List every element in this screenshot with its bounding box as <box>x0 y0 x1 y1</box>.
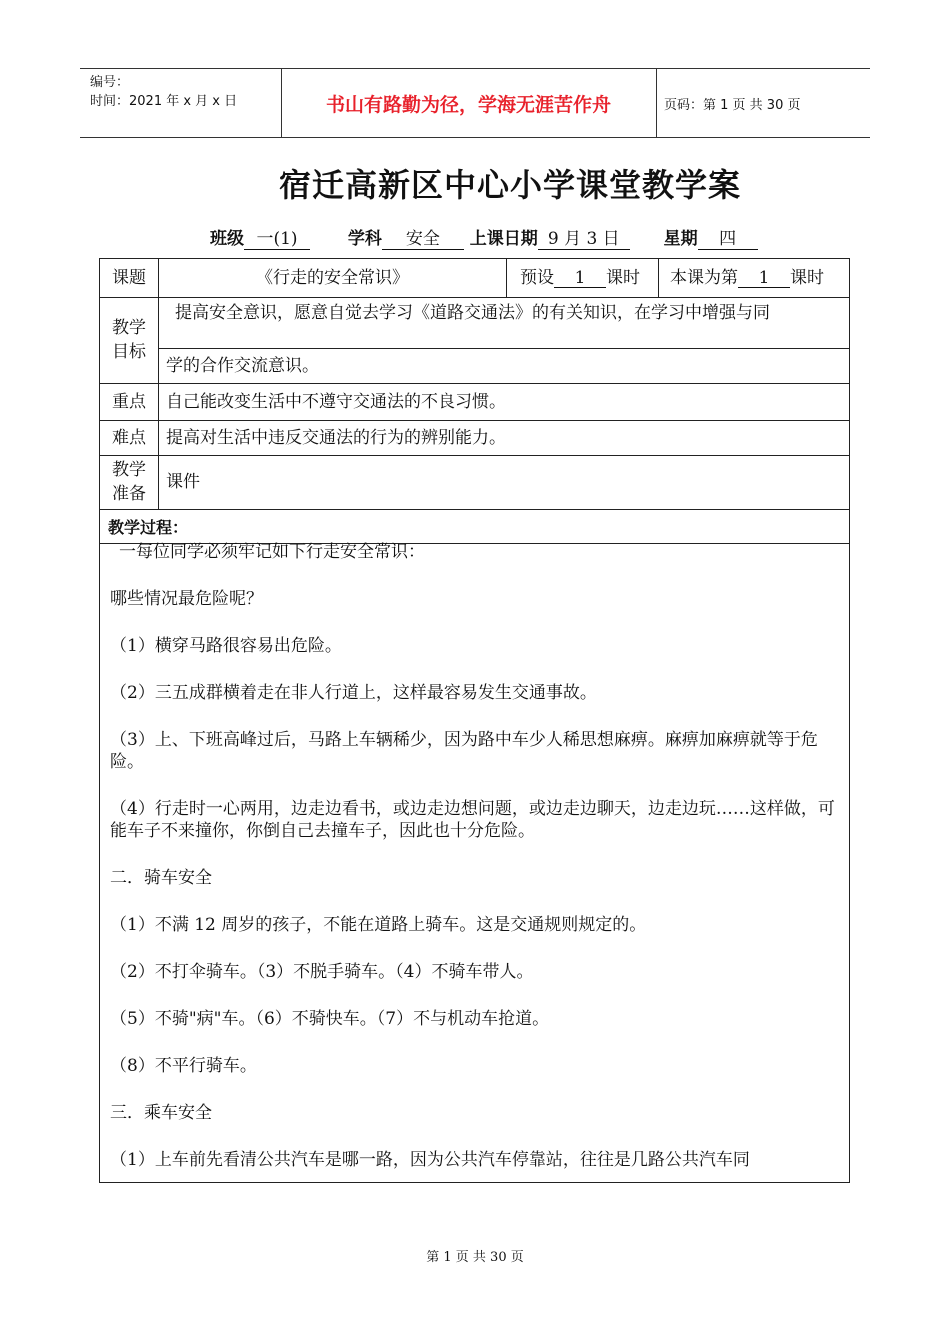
topic-value: 《行走的安全常识》 <box>256 268 409 288</box>
page-footer: 第 1 页 共 30 页 <box>426 1250 524 1265</box>
preset-unit: 课时 <box>606 268 640 288</box>
current-hour <box>670 267 824 289</box>
goal-label-line: 目标 <box>112 342 146 362</box>
row-divider <box>159 348 850 349</box>
current-text: 本课为第 <box>670 268 738 288</box>
class-value: 一(1) <box>244 229 310 250</box>
row-divider <box>100 455 850 456</box>
process-paragraph: （8）不平行骑车。 <box>110 1055 257 1076</box>
process-paragraph: （5）不骑"病"车。（6）不骑快车。（7）不与机动车抢道。 <box>110 1009 550 1030</box>
process-paragraph: 一每位同学必须牢记如下行走安全常识： <box>119 542 425 562</box>
topic-label: 课题 <box>112 268 146 288</box>
page-title: 宿迁高新区中心小学课堂教学案 <box>278 166 741 204</box>
date-label: 上课日期 <box>469 229 538 249</box>
date-value: 9 月 3 日 <box>538 229 630 250</box>
row-divider <box>100 297 850 298</box>
process-paragraph: 三．乘车安全 <box>110 1102 212 1123</box>
prep-label-line: 教学 <box>112 460 146 480</box>
goal-line-2: 学的合作交流意识。 <box>166 356 319 376</box>
process-paragraph: 哪些情况最危险呢？ <box>110 588 263 609</box>
process-paragraph: （1）上车前先看清公共汽车是哪一路，因为公共汽车停靠站，往往是几路公共汽车同 <box>110 1149 750 1170</box>
current-unit: 课时 <box>790 268 824 288</box>
process-paragraph: （1）不满 12 周岁的孩子，不能在道路上骑车。这是交通规则规定的。 <box>110 915 647 936</box>
process-content <box>110 541 845 1196</box>
column-divider <box>158 259 159 509</box>
number-label: 编号： <box>90 75 130 90</box>
goal-line-1: 提高安全意识，愿意自觉去学习《道路交通法》的有关知识，在学习中增强与同 <box>175 303 770 323</box>
header-meta <box>90 73 237 111</box>
weekday-value: 四 <box>698 229 758 250</box>
lesson-plan-table <box>99 258 850 1183</box>
header-page-info: 页码：第 1 页 共 30 页 <box>664 97 801 113</box>
header-divider <box>656 69 657 137</box>
current-value: 1 <box>738 269 790 288</box>
preset-hours <box>520 267 640 289</box>
row-divider <box>100 509 850 510</box>
preset-value: 1 <box>554 269 606 288</box>
process-paragraph: （4）行走时一心两用，边走边看书，或边走边想问题，或边走边聊天，边走边玩……这样做，可能车子不来撞你，你倒自己去撞车子，因此也十分危险。 <box>110 798 835 842</box>
difficulty-value: 提高对生活中违反交通法的行为的辨别能力。 <box>166 428 506 448</box>
process-paragraph: （2）不打伞骑车。（3）不脱手骑车。（4）不骑车带人。 <box>110 962 534 983</box>
subject-value: 安全 <box>382 229 464 250</box>
process-paragraph: （2）三五成群横着走在非人行道上，这样最容易发生交通事故。 <box>110 682 597 703</box>
process-paragraph: 二．骑车安全 <box>110 868 212 889</box>
key-value: 自己能改变生活中不遵守交通法的不良习惯。 <box>166 392 506 412</box>
prep-label <box>100 458 158 506</box>
prep-value: 课件 <box>166 472 200 492</box>
column-divider <box>506 259 507 297</box>
process-paragraph: （3）上、下班高峰过后，马路上车辆稀少，因为路中车少人稀思想麻痹。麻痹加麻痹就等于危险。 <box>110 729 818 773</box>
prep-label-line: 准备 <box>112 484 146 504</box>
key-label: 重点 <box>112 392 146 412</box>
subject-label: 学科 <box>347 229 382 249</box>
lesson-meta <box>210 224 758 250</box>
document-header <box>80 68 870 138</box>
goal-label <box>100 316 158 364</box>
header-motto: 书山有路勤为径，学海无涯苦作舟 <box>325 93 611 116</box>
difficulty-label: 难点 <box>112 428 146 448</box>
row-divider <box>100 383 850 384</box>
row-divider <box>100 420 850 421</box>
weekday-label: 星期 <box>663 229 698 249</box>
process-label: 教学过程： <box>108 518 189 537</box>
preset-text: 预设 <box>520 268 554 288</box>
goal-label-line: 教学 <box>112 318 146 338</box>
class-label: 班级 <box>210 229 244 249</box>
process-paragraph: （1）横穿马路很容易出危险。 <box>110 635 342 656</box>
column-divider <box>658 259 659 297</box>
time-label: 时间：2021 年 x 月 x 日 <box>90 94 238 109</box>
